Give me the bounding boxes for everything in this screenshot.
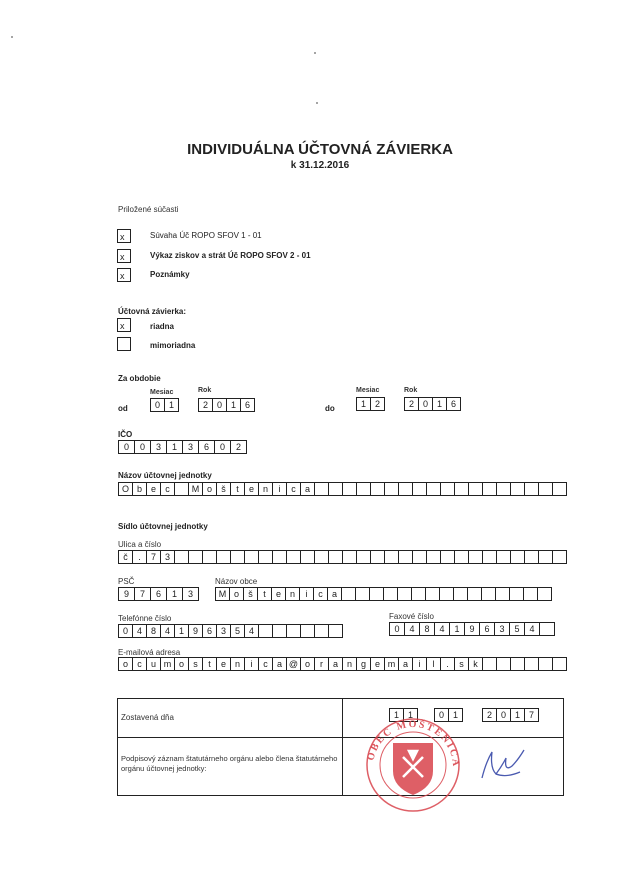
- cell: [426, 588, 440, 600]
- cell: [273, 551, 287, 563]
- cell: 1: [167, 588, 183, 600]
- cell: 6: [480, 623, 495, 635]
- cell: e: [147, 483, 161, 495]
- cell: [385, 551, 399, 563]
- cell: [356, 588, 370, 600]
- cell: 4: [245, 625, 259, 637]
- cell: 9: [189, 625, 203, 637]
- cell: t: [203, 658, 217, 670]
- cell: [553, 551, 567, 563]
- cell: 2: [483, 709, 497, 721]
- cell: [413, 483, 427, 495]
- cell: [175, 483, 189, 495]
- town-field[interactable]: [215, 587, 552, 601]
- period-heading: Za obdobie: [118, 374, 161, 383]
- cell: 9: [119, 588, 135, 600]
- period-from-month-field[interactable]: [150, 398, 179, 412]
- cell: 0: [119, 625, 133, 637]
- speck: [316, 102, 318, 104]
- cell: k: [469, 658, 483, 670]
- entity-name-field[interactable]: [118, 482, 567, 496]
- cell: m: [385, 658, 399, 670]
- cell: 1: [227, 399, 241, 411]
- email-label: E-mailová adresa: [118, 648, 181, 657]
- cell: [538, 588, 552, 600]
- statement-label-extraordinary: mimoriadna: [150, 341, 196, 350]
- cell: n: [231, 658, 245, 670]
- period-from-month-label: Mesiac: [150, 389, 174, 396]
- cell: 1: [357, 398, 371, 410]
- cell: r: [315, 658, 329, 670]
- cell: 4: [133, 625, 147, 637]
- cell: 2: [371, 398, 385, 410]
- cell: 9: [465, 623, 480, 635]
- cell: [511, 483, 525, 495]
- cell: o: [175, 658, 189, 670]
- cell: [540, 623, 555, 635]
- cell: i: [273, 483, 287, 495]
- cell: a: [273, 658, 287, 670]
- attachments-heading: Priložené súčasti: [118, 205, 179, 214]
- footer-column-divider: [342, 698, 343, 795]
- cell: 0: [151, 399, 165, 411]
- cell: [497, 551, 511, 563]
- street-label: Ulica a číslo: [118, 540, 162, 549]
- cell: c: [161, 483, 175, 495]
- signature-label: [121, 754, 343, 774]
- cell: [525, 658, 539, 670]
- cell: 1: [433, 398, 447, 410]
- cell: 1: [167, 441, 183, 453]
- cell: š: [217, 483, 231, 495]
- email-field[interactable]: [118, 657, 567, 671]
- document-title: INDIVIDUÁLNA ÚČTOVNÁ ZÁVIERKA: [187, 141, 453, 158]
- cell: 4: [161, 625, 175, 637]
- period-from-year-field[interactable]: [198, 398, 255, 412]
- cell: a: [328, 588, 342, 600]
- cell: 4: [435, 623, 450, 635]
- cell: [245, 551, 259, 563]
- cell: [342, 588, 356, 600]
- cell: [482, 588, 496, 600]
- cell: [496, 588, 510, 600]
- cell: [510, 588, 524, 600]
- cell: [231, 551, 245, 563]
- cell: 6: [203, 625, 217, 637]
- speck: [314, 52, 316, 54]
- cell: e: [272, 588, 286, 600]
- statement-checkbox-regular[interactable]: x: [117, 318, 131, 332]
- cell: 6: [199, 441, 215, 453]
- fax-label: Faxové číslo: [389, 612, 434, 621]
- cell: [371, 483, 385, 495]
- municipality-stamp: [353, 707, 471, 817]
- phone-field[interactable]: [118, 624, 343, 638]
- cell: [469, 551, 483, 563]
- cell: 0: [215, 441, 231, 453]
- cell: 3: [183, 588, 199, 600]
- footer-divider: [117, 737, 563, 738]
- cell: [483, 483, 497, 495]
- cell: 0: [390, 623, 405, 635]
- signature-label-line1: Podpisový záznam štatutárneho orgánu alebo člena štatutárneho: [121, 754, 338, 763]
- cell: 6: [151, 588, 167, 600]
- statement-label-regular: riadna: [150, 322, 175, 331]
- cell: @: [287, 658, 301, 670]
- statement-heading: Účtovná závierka:: [118, 307, 187, 316]
- cell: [441, 551, 455, 563]
- attachment-checkbox-notes[interactable]: x: [117, 268, 131, 282]
- entity-name-label: Názov účtovnej jednotky: [118, 471, 212, 480]
- cell: g: [357, 658, 371, 670]
- fax-field[interactable]: [389, 622, 555, 636]
- cell: [539, 483, 553, 495]
- cell: [525, 551, 539, 563]
- cell: o: [301, 658, 315, 670]
- town-label: Názov obce: [215, 577, 258, 586]
- cell: [287, 625, 301, 637]
- cell: n: [286, 588, 300, 600]
- cell: 8: [420, 623, 435, 635]
- cell: [511, 658, 525, 670]
- cell: a: [329, 658, 343, 670]
- cell: 1: [390, 709, 404, 721]
- period-to-year-field[interactable]: [404, 397, 461, 411]
- cell: 7: [135, 588, 151, 600]
- street-field[interactable]: [118, 550, 567, 564]
- cell: i: [413, 658, 427, 670]
- cell: 5: [510, 623, 525, 635]
- cell: [217, 551, 231, 563]
- cell: 6: [241, 399, 255, 411]
- cell: e: [371, 658, 385, 670]
- cell: 3: [161, 551, 175, 563]
- cell: [524, 588, 538, 600]
- cell: [343, 551, 357, 563]
- statement-checkbox-extraordinary[interactable]: [117, 337, 131, 351]
- cell: [483, 551, 497, 563]
- cell: č: [119, 551, 133, 563]
- cell: c: [259, 658, 273, 670]
- cell: .: [133, 551, 147, 563]
- cell: [525, 483, 539, 495]
- psc-label: PSČ: [118, 577, 135, 586]
- cell: [468, 588, 482, 600]
- cell: i: [245, 658, 259, 670]
- cell: [455, 551, 469, 563]
- cell: 3: [151, 441, 167, 453]
- stamp-text-path: OBEC MOŠTENICA: [365, 718, 462, 769]
- cell: 1: [450, 623, 465, 635]
- cell: M: [189, 483, 203, 495]
- attachment-checkbox-balance[interactable]: x: [117, 229, 131, 243]
- period-to-label: do: [325, 404, 335, 413]
- cell: o: [119, 658, 133, 670]
- cell: n: [259, 483, 273, 495]
- cell: [497, 658, 511, 670]
- cell: [511, 551, 525, 563]
- cell: M: [216, 588, 230, 600]
- seat-heading: Sídlo účtovnej jednotky: [118, 522, 208, 531]
- cell: n: [343, 658, 357, 670]
- cell: [329, 551, 343, 563]
- cell: [315, 551, 329, 563]
- cell: 2: [405, 398, 419, 410]
- cell: u: [147, 658, 161, 670]
- cell: š: [244, 588, 258, 600]
- cell: .: [441, 658, 455, 670]
- cell: l: [427, 658, 441, 670]
- cell: 6: [447, 398, 461, 410]
- cell: [301, 625, 315, 637]
- cell: [273, 625, 287, 637]
- attachment-checkbox-income[interactable]: x: [117, 249, 131, 263]
- cell: [315, 625, 329, 637]
- cell: [384, 588, 398, 600]
- period-to-month-label: Mesiac: [356, 387, 380, 394]
- cell: s: [189, 658, 203, 670]
- compiled-year-field[interactable]: [482, 708, 539, 722]
- cell: 0: [497, 709, 511, 721]
- attachment-label-notes: Poznámky: [150, 270, 190, 279]
- cell: [259, 551, 273, 563]
- phone-label: Telefónne číslo: [118, 614, 172, 623]
- attachment-label-balance: Súvaha Úč ROPO SFOV 1 - 01: [150, 231, 262, 240]
- cell: [427, 551, 441, 563]
- cell: [370, 588, 384, 600]
- cell: [440, 588, 454, 600]
- cell: [357, 551, 371, 563]
- cell: c: [314, 588, 328, 600]
- cell: [189, 551, 203, 563]
- cell: [454, 588, 468, 600]
- cell: i: [300, 588, 314, 600]
- attachment-label-income: Výkaz ziskov a strát Úč ROPO SFOV 2 - 01: [150, 251, 311, 260]
- cell: [399, 551, 413, 563]
- signature-label-line2: orgánu účtovnej jednotky:: [121, 764, 207, 773]
- cell: 8: [147, 625, 161, 637]
- period-from-year-label: Rok: [198, 387, 212, 394]
- cell: [287, 551, 301, 563]
- cell: [301, 551, 315, 563]
- period-to-month-field[interactable]: [356, 397, 385, 411]
- cell: [539, 658, 553, 670]
- compiled-label: Zostavená dňa: [121, 713, 174, 722]
- cell: 0: [419, 398, 433, 410]
- cell: [398, 588, 412, 600]
- cell: e: [217, 658, 231, 670]
- cell: [497, 483, 511, 495]
- cell: o: [203, 483, 217, 495]
- cell: 1: [404, 709, 418, 721]
- cell: [412, 588, 426, 600]
- cell: [483, 658, 497, 670]
- cell: t: [231, 483, 245, 495]
- cell: a: [399, 658, 413, 670]
- cell: 0: [135, 441, 151, 453]
- cell: [385, 483, 399, 495]
- cell: o: [230, 588, 244, 600]
- cell: [553, 483, 567, 495]
- cell: [329, 483, 343, 495]
- cell: t: [258, 588, 272, 600]
- ico-field[interactable]: [118, 440, 247, 454]
- cell: [399, 483, 413, 495]
- cell: 0: [119, 441, 135, 453]
- ico-label: IČO: [118, 430, 133, 439]
- cell: b: [133, 483, 147, 495]
- cell: [441, 483, 455, 495]
- cell: 0: [213, 399, 227, 411]
- cell: [455, 483, 469, 495]
- cell: 1: [511, 709, 525, 721]
- handwritten-signature: [476, 744, 536, 789]
- document-date: k 31.12.2016: [290, 160, 350, 171]
- cell: [343, 483, 357, 495]
- cell: O: [119, 483, 133, 495]
- cell: 7: [525, 709, 539, 721]
- cell: 7: [147, 551, 161, 563]
- cell: 2: [199, 399, 213, 411]
- cell: c: [287, 483, 301, 495]
- period-to-year-label: Rok: [404, 387, 418, 394]
- period-from-label: od: [118, 404, 128, 413]
- cell: [413, 551, 427, 563]
- cell: 0: [435, 709, 449, 721]
- cell: 2: [231, 441, 247, 453]
- cell: [175, 551, 189, 563]
- cell: [315, 483, 329, 495]
- cell: [427, 483, 441, 495]
- cell: [259, 625, 273, 637]
- cell: 3: [217, 625, 231, 637]
- cell: [539, 551, 553, 563]
- cell: 3: [183, 441, 199, 453]
- cell: 1: [449, 709, 463, 721]
- cell: s: [455, 658, 469, 670]
- cell: 4: [525, 623, 540, 635]
- speck: [11, 36, 13, 38]
- cell: c: [133, 658, 147, 670]
- cell: [357, 483, 371, 495]
- cell: 1: [165, 399, 179, 411]
- cell: [553, 658, 567, 670]
- cell: 1: [175, 625, 189, 637]
- cell: 5: [231, 625, 245, 637]
- cell: [371, 551, 385, 563]
- cell: [469, 483, 483, 495]
- cell: 4: [405, 623, 420, 635]
- cell: a: [301, 483, 315, 495]
- cell: 3: [495, 623, 510, 635]
- cell: e: [245, 483, 259, 495]
- cell: [203, 551, 217, 563]
- psc-field[interactable]: [118, 587, 199, 601]
- cell: m: [161, 658, 175, 670]
- cell: [329, 625, 343, 637]
